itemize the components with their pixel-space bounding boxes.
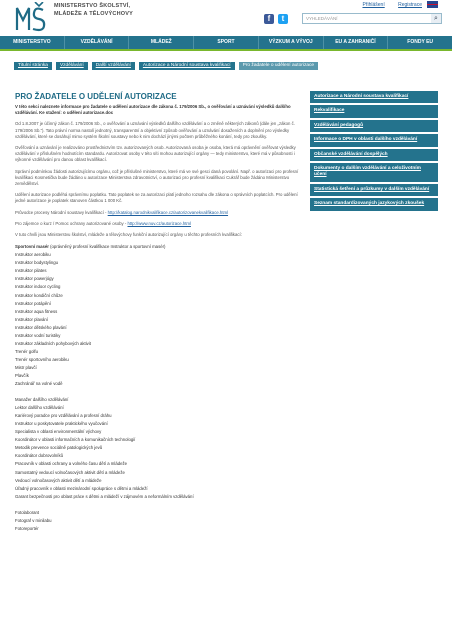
breadcrumb [14, 61, 322, 70]
ministry-name [54, 3, 133, 18]
list-item: Specialista v oblasti environmentální výchovy [15, 429, 102, 435]
sidebar-item[interactable]: Informace o DPH v oblasti dalšího vzdělávání [310, 134, 438, 146]
nav-item-vyzkum[interactable]: VÝZKUM A VÝVOJ [259, 36, 324, 49]
list-item: Instruktor powerjógy [15, 276, 54, 282]
list-item: Instruktor plavání [15, 316, 48, 322]
paragraph: Od 1.8.2007 je účinný zákon č. 179/2006 Sb., o ověřování a uznávání výsledků dalšího vzdělávání a o změně některých zákonů (dále jen „zákon č. 179/2006 Sb.“). Tato právní norma nastolí jednotný, transparentní a objektivní způsob ověřování a uznávání dosaženích a doplnění pro výsledky vzdělávání, které se dosáhují mimo systém školní soustavy nebo k nim dochází jinými počtem průběžného konání, tedy pro zkoušky. [15, 121, 295, 139]
list-item: Manažer dalšího vzdělávání [15, 397, 69, 403]
main-content [15, 104, 299, 533]
ministry-name-line1: MINISTERSTVO ŠKOLSTVÍ, [54, 3, 131, 9]
sidebar-item[interactable]: Rekvalifikace [310, 105, 438, 117]
list-item: Mistr plavčí [15, 364, 37, 370]
list-item: Lektor dalšího vzdělávání [15, 405, 64, 411]
sidebar-menu [310, 91, 438, 213]
list-item: Fotograf v minilabu [15, 517, 52, 523]
sidebar-item[interactable]: Dokumenty o dalším vzdělávání a celoživotním učení [310, 163, 438, 182]
list-item: Instruktor vodní turistiky [15, 332, 61, 338]
list-item: Instruktor indoor cycling [15, 284, 61, 290]
list-spacer [15, 501, 299, 509]
sidebar-item[interactable]: Vzdělávání pedagogů [310, 120, 438, 132]
list-item: Fotolaborant [15, 509, 40, 515]
breadcrumb-item[interactable]: Autorizace a Národní soustava kvalifikací [139, 62, 235, 70]
paragraph: Správní podmínkou žádosti autorizujícímu orgánu, což je příslušné ministerstvo, které má ve své gesci daná povolání. Např. o autorizaci pro profesní kvalifikaci Kosmetička bude žádáno u autorizace Ministerstva zdravotnictví, o autorizaci pro profesní kvalifikaci Cukrář bude žádáno Ministerstvo zemědělství. [15, 168, 299, 187]
site-header [0, 0, 452, 34]
paragraph [15, 221, 299, 227]
sidebar-item[interactable]: Statistická šetření a průzkumy v dalším vzdělávání [310, 184, 438, 196]
register-link[interactable]: Registrace [398, 2, 422, 8]
nav-item-mladez[interactable]: MLÁDEŽ [129, 36, 194, 49]
nav-underline [0, 49, 452, 51]
list-item: Instruktor bodystylingu [15, 260, 58, 266]
list-item: Instruktor pilates [15, 268, 47, 274]
nav-item-sport[interactable]: SPORT [194, 36, 259, 49]
list-item: Plavčík [15, 373, 29, 378]
list-heading [15, 243, 299, 251]
list-item: Instruktor kondiční chůze [15, 292, 63, 298]
list-spacer [15, 388, 299, 396]
breadcrumb-item[interactable]: Vzdělávání [56, 62, 88, 70]
list-item: Instruktor základních pohybových aktivit [15, 340, 91, 346]
link-prefix: Pro zájemce o kurz / Pomoc ochrany autorizované osoby - [15, 220, 128, 226]
sidebar-item[interactable]: Seznam standardizovaných jazykových zkoušek [310, 198, 438, 210]
breadcrumb-item[interactable]: Další vzdělávání [92, 62, 135, 70]
nav-item-vzdelavani[interactable]: VZDĚLÁVÁNÍ [65, 36, 130, 49]
breadcrumb-item[interactable]: Titulní stránka [14, 62, 52, 70]
paragraph: Ověřování a uznávání je realizováno prostřednictvím tzv. autorizovaných osob. Autorizovaná osoba je osoba, která má oprávnění ověřovat výsledky vzdělávání v příslušném hodnotícím standardu. Autorizovat osoby v této síti mohou autorizující orgány — tedy ministerstvo, které má v působnosti i výkonné vzdělávání pro danou oblast kvalifikací. [15, 145, 296, 163]
list-item: Koordinátor v oblasti informačních a komunikačních technologií [15, 437, 136, 443]
paragraph [15, 210, 299, 216]
list-item: Zachránář na volné vodě [15, 381, 63, 387]
sport-heading: Sportovní masér [15, 244, 49, 250]
list-item: Fotoreportér [15, 525, 39, 531]
sidebar-item[interactable]: Občanské vzdělávání dospělých [310, 149, 438, 161]
ministry-logo-icon[interactable] [15, 2, 47, 32]
top-links [350, 2, 422, 8]
link-prefix: Průvodce procesy Národní soustavy kvalifikací - [15, 209, 108, 215]
twitter-icon[interactable]: t [278, 14, 288, 24]
katalog-link[interactable]: http://katalog.narodnikvalifikace.cz/autorizovanekvalifikace.html [107, 209, 229, 215]
login-link[interactable]: Přihlášení [362, 2, 385, 8]
nav-item-fondy[interactable]: FONDY EU [407, 39, 434, 45]
list-item: Instruktor aqua fitness [15, 308, 58, 314]
lead-paragraph: V této sekci naleznete informace pro žadatele o udělení autorizace dle zákona č. 179/2006 Sb., o ověřování a uznávání výsledků dalšího vzdělávání. Ke stažení: o udělení autorizace.doc [15, 104, 291, 116]
search-input[interactable] [302, 13, 442, 24]
list-item: Trenér golfu [15, 348, 39, 354]
facebook-icon[interactable]: f [264, 14, 274, 24]
qualification-list [15, 243, 299, 533]
main-nav [0, 36, 452, 49]
list-item: Garant bezpečnosti pro oblast práce s dětmi a mládeží v zájmovém a neformálním vzdělávání [15, 493, 194, 499]
paragraph: V tuto chvíli jsou Ministerstvu školství, mládeže a tělovýchovy funkční autorizující orgány u těchto profesních kvalifikací: [15, 232, 242, 238]
nav-item-ministerstvo[interactable]: MINISTERSTVO [0, 36, 65, 49]
search-icon[interactable]: ⌕ [431, 14, 441, 23]
list-item: Instruktor u poskytovatele praktického vyučování [15, 421, 108, 427]
search-placeholder: VYHLEDÁVÁNÍ [306, 16, 338, 21]
list-item: Samostatný vedoucí volnočasových aktivit dětí a mládeže [15, 469, 125, 475]
nuv-link[interactable]: http://www.nuv.cz/autorizace.html [127, 220, 191, 226]
sidebar-item[interactable]: Autorizace a Národní soustava kvalifikací [310, 91, 438, 103]
list-item: Instruktor dětského plavání [15, 324, 67, 330]
list-item: Úřadný pracovník v oblasti mezinárodní spolupráce s dětmi a mládeží [15, 485, 148, 491]
nav-item-eu[interactable]: EU A ZAHRANIČÍ [324, 36, 389, 49]
list-item: Kariérový poradce pro vzdělávání a profesní dráhu [15, 413, 112, 419]
ministry-name-line2: MLÁDEŽE A TĚLOVÝCHOVY [54, 10, 133, 17]
list-item: Metodik prevence sociálně patologických jevů [15, 445, 103, 451]
page-title: PRO ŽADATELE O UDĚLENÍ AUTORIZACE [15, 92, 177, 101]
list-item: Vedoucí volnočasových aktivit dětí a mládeže [15, 477, 102, 483]
list-item: Koordinátor dobrovolníků [15, 453, 64, 459]
sport-heading-note: (oprávněný profesní kvalifikace Instruktor a sportovní masér) [48, 244, 166, 250]
list-item: Instruktor aerobiku [15, 252, 51, 258]
list-item: Pracovník v oblasti ochrany a volného času dětí a mládeže [15, 461, 128, 467]
list-item: Instruktor potápění [15, 300, 51, 306]
breadcrumb-current: Pro žadatele o udělení autorizace [239, 62, 318, 70]
paragraph: Udělení autorizace podléhá správnímu poplatku. Tato poplatek se za autorizaci platí jednoho rozsahu dle zákona o správních poplatcích. Pro udělení jedné autorizace je poplatek stanoven částkou 1 000 Kč. [15, 192, 298, 204]
list-item: Trenér sportovního aerobiku [15, 356, 69, 362]
english-flag-icon[interactable] [427, 1, 438, 8]
